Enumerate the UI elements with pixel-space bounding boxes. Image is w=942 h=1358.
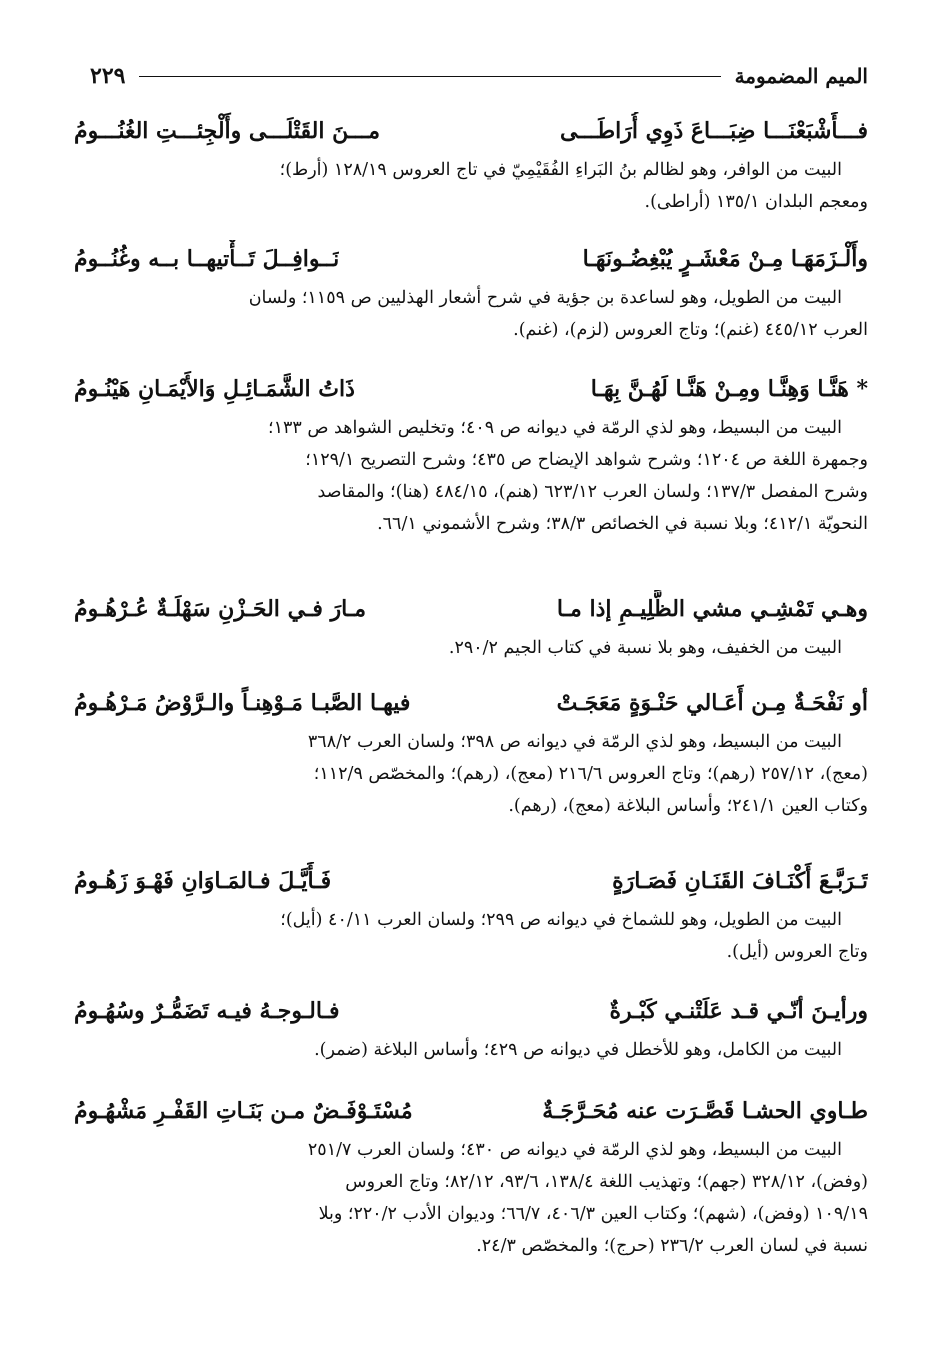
annotation-line: ١٠٩/١٩ (وفض)، (شهم)؛ وكتاب العين ٤٠٦/٣، ٦٦/٧؛ وديوان الأدب ٢٢٠/٢؛ وبلا — [318, 1204, 868, 1224]
hemistich-second: مـارَ فـي الحَـزْنِ سَهْلَـةٌ عُـرْهُـومُ — [74, 596, 367, 622]
poem-entry — [74, 590, 868, 664]
annotation-line: النحويّة ٤١٢/١؛ وبلا نسبة في الخصائص ٣٨/٣؛ وشرح الأشموني ٦٦/١. — [377, 514, 868, 534]
verse-annotation — [74, 1134, 868, 1262]
verse-annotation — [74, 1034, 868, 1066]
annotation-line: ومعجم البلدان ١٣٥/١ (أراطى). — [644, 192, 868, 212]
annotation-line: البيت من الكامل، وهو للأخطل في ديوانه ص ٤٢٩؛ وأساس البلاغة (ضمر). — [314, 1040, 842, 1060]
poem-entry — [74, 862, 868, 968]
hemistich-first: أو نَفْحَـةٌ مِـن أَعَـالي حَنْـوَةٍ مَعَجَـتْ — [556, 690, 868, 716]
annotation-line: البيت من الطويل، وهو لساعدة بن جؤية في شرح أشعار الهذليين ص ١١٥٩؛ ولسان — [248, 288, 842, 308]
verse-annotation — [74, 154, 868, 218]
hemistich-first: فـــأَشْبَعْنَـــا ضِبَـــاعَ ذَوِي أُرَاطَـــى — [559, 118, 868, 144]
verse-line — [74, 992, 868, 1030]
poem-entry — [74, 240, 868, 346]
verse-annotation — [74, 632, 868, 664]
hemistich-second: مُسْتَـوْفَـضٌ مـن بَنَـاتِ القَفْـرِ مَشْهُـومُ — [74, 1098, 413, 1124]
hemistich-second: فَـأَيَّـلَ فـالمَـاوَانِ فَهْـوَ زَهُـومُ — [74, 868, 332, 894]
annotation-line: البيت من الطويل، وهو للشماخ في ديوانه ص ٢٩٩؛ ولسان العرب ٤٠/١١ (أيل)؛ — [280, 910, 842, 930]
verse-annotation — [74, 726, 868, 822]
annotation-line: وكتاب العين ٢٤١/١؛ وأساس البلاغة (معج)، (رهم). — [508, 796, 868, 816]
hemistich-first: طـاوي الحشـا قَصَّـرَت عنه مُحَـرَّجَـةٌ — [542, 1098, 868, 1124]
hemistich-first: وهـي تَمْشِـي مشي الظَّلِيـمِ إذا مـا — [556, 596, 868, 622]
verse-annotation — [74, 412, 868, 540]
poem-entry — [74, 1092, 868, 1262]
annotation-line: وتاج العروس (أيل). — [726, 942, 868, 962]
annotation-line: البيت من الوافر، وهو لظالم بنُ البَراءِ الفُقَيْمِيّ في تاج العروس ١٢٨/١٩ (أرط)؛ — [279, 160, 842, 180]
poem-entry — [74, 992, 868, 1066]
hemistich-first: وأَلْـزَمَهَـا مِـنْ مَعْشَـرٍ يُبْغِضُـونَهَـا — [582, 246, 868, 272]
hemistich-second: فـالـوجـهُ فيـه تَضَمُّـرٌ وسُهُـومُ — [74, 998, 340, 1024]
verse-annotation — [74, 904, 868, 968]
running-header — [90, 56, 868, 96]
hemistich-second: مـــنَ القَتْلَـــى وأَلْجِئـــتِ الغُنُـــومُ — [74, 118, 380, 144]
annotation-line: العرب ٤٤٥/١٢ (غنم)؛ وتاج العروس (لزم)، (غنم). — [513, 320, 868, 340]
annotation-line: البيت من البسيط، وهو لذي الرمّة في ديوانه ص ٣٩٨؛ ولسان العرب ٣٦٨/٢ — [307, 732, 842, 752]
hemistich-second: نَــوافِــلَ تَــأْتيهــا بــه وغُنُــومُ — [74, 246, 340, 272]
verse-line — [74, 684, 868, 722]
annotation-line: البيت من البسيط، وهو لذي الرمّة في ديوانه ص ٤٠٩؛ وتخليص الشواهد ص ١٣٣؛ — [267, 418, 842, 438]
hemistich-second: ذَاتُ الشَّمَـائِـلِ وَالأَيْمَـانِ هَيْنُـومُ — [74, 376, 355, 402]
hemistich-second: فيهـا الصَّبـا مَـوْهِنـاً والـرَّوْضُ مَـرْهُـومُ — [74, 690, 411, 716]
annotation-line: نسبة في لسان العرب ٢٣٦/٢ (حرج)؛ والمخصّص ٢٤/٣. — [476, 1236, 868, 1256]
header-rule — [139, 76, 720, 77]
hemistich-first: * هَنَّـا وَهِنَّـا ومِـنْ هَنَّـا لَهُـنَّ بِهَـا — [590, 376, 868, 402]
hemistich-first: تَـرَبَّـعَ أَكْنَـافَ القَنَـانِ فَصَـارَةٍ — [612, 868, 868, 894]
verse-annotation — [74, 282, 868, 346]
annotation-line: وشرح المفصل ١٣٧/٣؛ ولسان العرب ٦٢٣/١٢ (هنم)، ٤٨٤/١٥ (هنا)؛ والمقاصد — [317, 482, 868, 502]
hemistich-first: ورأيـنَ أنّـي قـد عَلَتْنـي كَبْـرةٌ — [609, 998, 868, 1024]
verse-line — [74, 862, 868, 900]
verse-line — [74, 1092, 868, 1130]
poem-entry — [74, 684, 868, 822]
annotation-line: (معج)، ٢٥٧/١٢ (رهم)؛ وتاج العروس ٢١٦/٦ (معج)، (رهم)؛ والمخصّص ١١٢/٩؛ — [313, 764, 868, 784]
annotation-line: البيت من الخفيف، وهو بلا نسبة في كتاب الجيم ٢٩٠/٢. — [448, 638, 842, 658]
poem-entry — [74, 370, 868, 540]
annotation-line: وجمهرة اللغة ص ١٢٠٤؛ وشرح شواهد الإيضاح ص ٤٣٥؛ وشرح التصريح ١٢٩/١؛ — [305, 450, 868, 470]
annotation-line: (وفض)، ٣٢٨/١٢ (جهم)؛ وتهذيب اللغة ١٣٨/٤، ٩٣/٦، ٨٢/١٢؛ وتاج العروس — [345, 1172, 868, 1192]
verse-line — [74, 370, 868, 408]
verse-line — [74, 590, 868, 628]
chapter-title: الميم المضمومة — [734, 64, 868, 88]
verse-line — [74, 112, 868, 150]
page-number: ٢٢٩ — [90, 63, 126, 89]
annotation-line: البيت من البسيط، وهو لذي الرمّة في ديوانه ص ٤٣٠؛ ولسان العرب ٢٥١/٧ — [307, 1140, 842, 1160]
poem-entry — [74, 112, 868, 218]
verse-line — [74, 240, 868, 278]
